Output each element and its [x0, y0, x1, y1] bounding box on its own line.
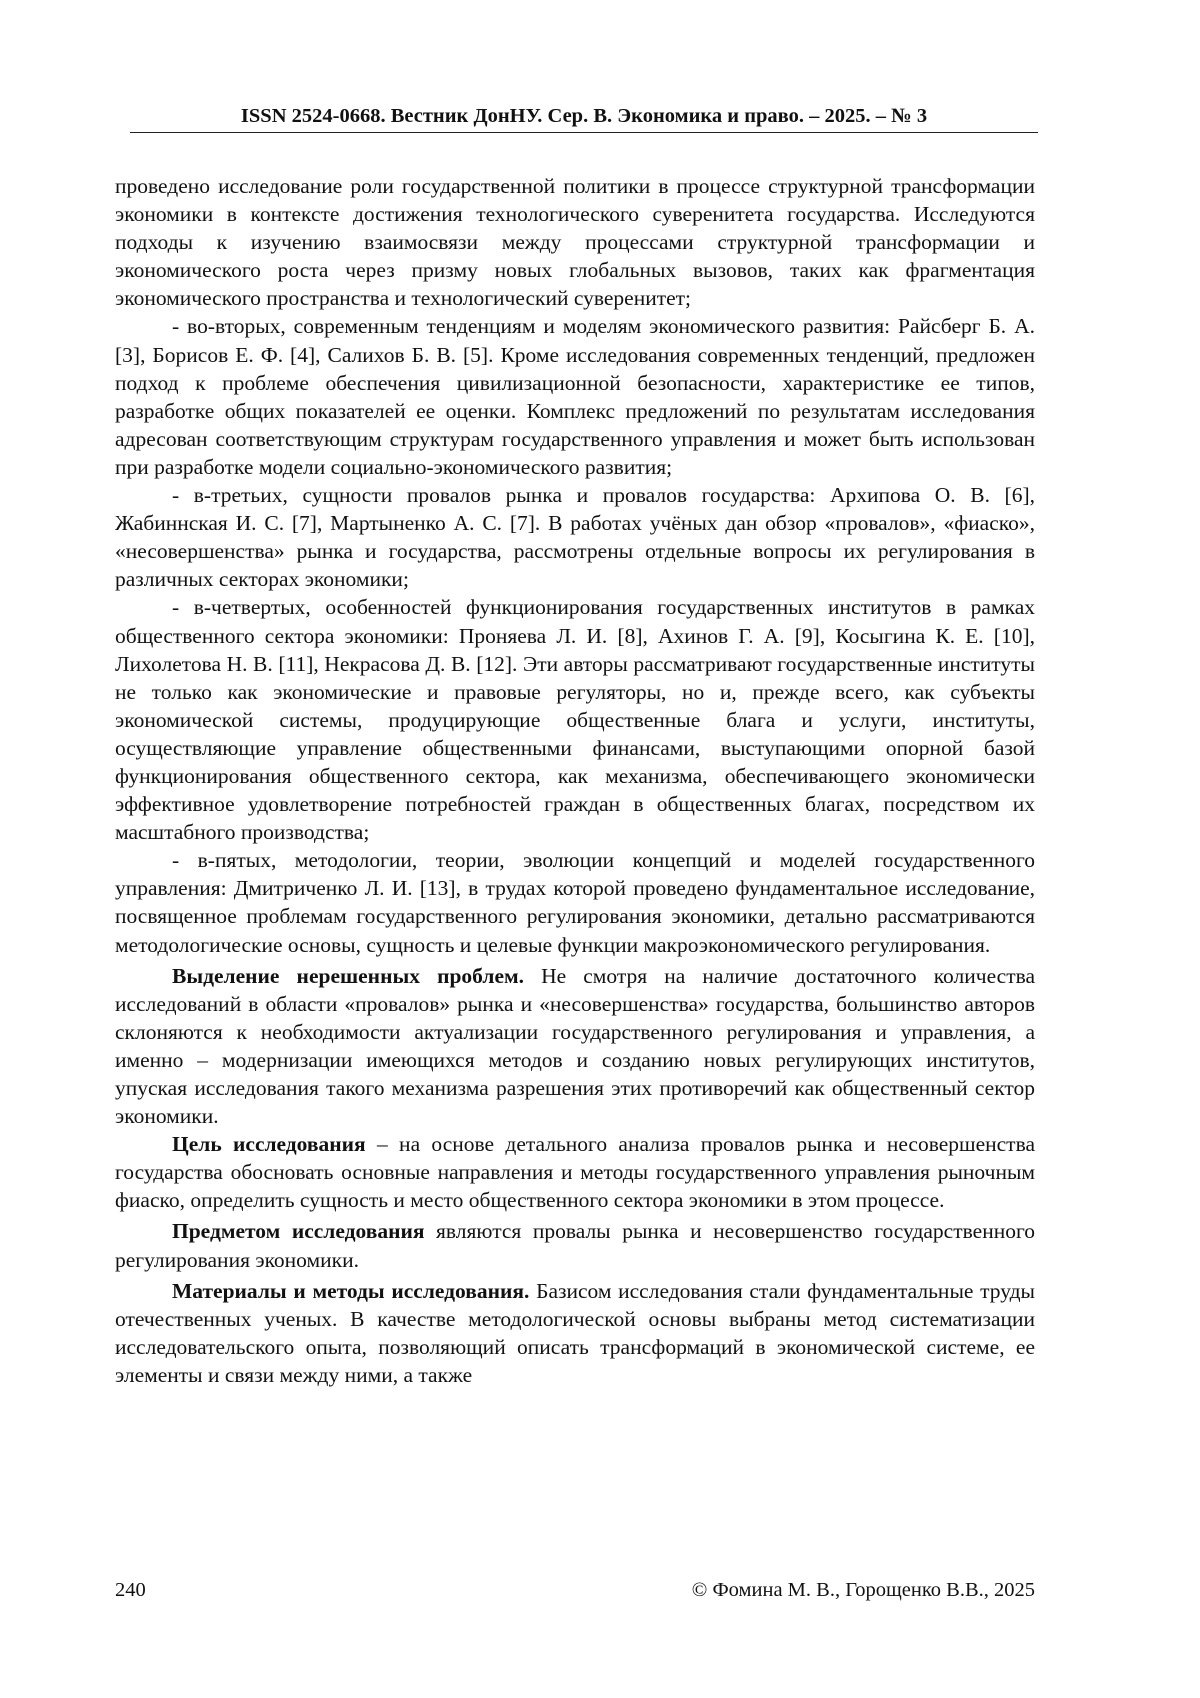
paragraph-fifth-point: - в-пятых, методологии, теории, эволюции концепций и моделей государственного управления: Дмитриченко Л. И. [13], в трудах которой проведено фундаментальное исследование, посвященное проблемам государственного регулирования экономики, детально рассматриваются методологические основы, сущность и целевые функции макроэкономического регулирования. — [115, 848, 1035, 957]
materials-methods-text: Базисом исследования стали фундаментальные труды отечественных ученых. В качестве методологической основы выбраны метод систематизации исследовательского опыта, позволяющий описать трансформаций в экономической системе, ее элементы и связи между ними, а также — [115, 1278, 1036, 1387]
paragraph-research-subject — [115, 1217, 1035, 1273]
research-subject-text: являются провалы рынка и несовершенство государственного регулирования экономики. — [115, 1219, 1035, 1272]
paragraph-unresolved-problems — [115, 962, 1035, 1131]
article-body — [115, 172, 1035, 1389]
running-head: ISSN 2524-0668. Вестник ДонНУ. Сер. В. Экономика и право. – 2025. – № 3 — [240, 105, 928, 127]
research-goal-text: – на основе детального анализа провалов рынка и несовершенства государства обосновать основные направления и методы государственного управления рыночным фиаско, определить сущность и место общественного сектора экономики в этом процессе. — [115, 1132, 1035, 1213]
research-subject-heading: Предметом исследования — [172, 1219, 425, 1244]
research-goal-heading: Цель исследования — [172, 1132, 366, 1157]
paragraph-research-goal — [115, 1130, 1035, 1214]
paragraph-materials-methods — [115, 1277, 1035, 1389]
unresolved-problems-heading: Выделение нерешенных проблем. — [172, 963, 525, 988]
page-number: 240 — [115, 1579, 146, 1601]
unresolved-problems-text: Не смотря на наличие достаточного количества исследований в области «провалов» рынка и «несовершенства» государства, большинство авторов склоняются к необходимости актуализации государственного регулирования и управления, а именно – модернизации имеющихся методов и созданию новых регулирующих институтов, упуская исследования такого механизма разрешения этих противоречий как общественный сектор экономики. — [115, 963, 1035, 1129]
copyright-notice: © Фомина М. В., Горощенко В.В., 2025 — [691, 1579, 1035, 1601]
paragraph-continued: проведено исследование роли государственной политики в процессе структурной трансформации экономики в контексте достижения технологического суверенитета государства. Исследуются подходы к изучению взаимосвязи между процессами структурной трансформации и экономического роста через призму новых глобальных вызовов, таких как фрагментация экономического пространства и технологический суверенитет; — [115, 174, 1035, 311]
paragraph-fourth-point: - в-четвертых, особенностей функционирования государственных институтов в рамках общественного сектора экономики: Проняева Л. И. [8], Ахинов Г. А. [9], Косыгина К. Е. [10], Лихолетова Н. В. [11], Некрасова Д. В. [12]. Эти авторы рассматривают государственные институты не только как экономические и правовые регуляторы, но и, прежде всего, как субъекты экономической системы, продуцирующие общественные блага и услуги, институты, осуществляющие управление общественными финансами, выступающими опорной базой функционирования общественного сектора, как механизма, обеспечивающего экономически эффективное удовлетворение потребностей граждан в общественных благах, посредством их масштабного производства; — [115, 595, 1035, 845]
paragraph-second-point: - во-вторых, современным тенденциям и моделям экономического развития: Райсберг Б. А. [3], Борисов Е. Ф. [4], Салихов Б. В. [5]. Кроме исследования современных тенденций, предложен подход к проблеме обеспечения цивилизационной безопасности, характеристике ее типов, разработке общих показателей ее оценки. Комплекс предложений по результатам исследования адресован соответствующим структурам государственного управления и может быть использован при разработке модели социально-экономического развития; — [115, 314, 1035, 479]
header-rule — [130, 132, 1038, 133]
materials-methods-heading: Материалы и методы исследования. — [172, 1278, 530, 1303]
paragraph-third-point: - в-третьих, сущности провалов рынка и провалов государства: Архипова О. В. [6], Жабиннская И. С. [7], Мартыненко А. С. [7]. В работах учёных дан обзор «провалов», «фиаско», «несовершенства» рынка и государства, рассмотрены отдельные вопросы их регулирования в различных секторах экономики; — [115, 483, 1035, 592]
